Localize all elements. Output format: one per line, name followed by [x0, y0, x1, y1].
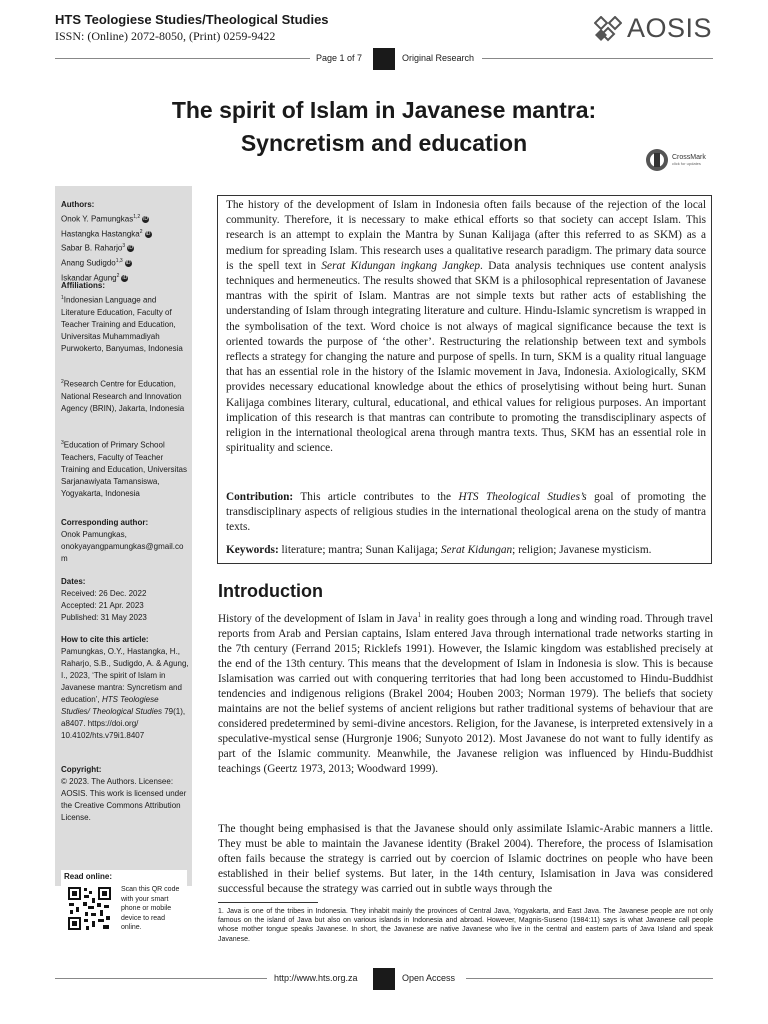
date-published: Published: 31 May 2023 — [61, 613, 147, 622]
affiliation-3: $^3$Education of Primary School Teachers, Faculty of Teacher Training and Education, Universitas Sarjanawiyata Tamansiswa, Yogyakarta, Indonesia — [61, 440, 187, 498]
affiliation-1: $^1$Indonesian Language and Literature Education, Faculty of Teacher Training and Education, Universitas Muhammadiyah Purwokerto, Banyumas, Indonesia — [61, 295, 183, 353]
orcid-icon[interactable]: iD — [145, 230, 151, 237]
authors-block — [61, 199, 189, 284]
aosis-logo-icon — [594, 16, 622, 42]
introduction-heading: Introduction — [218, 581, 323, 601]
authors-heading: Authors: — [61, 200, 95, 209]
open-access-label: Open Access — [402, 973, 456, 983]
corresponding-name: Onok Pamungkas, — [61, 530, 127, 539]
author-item: Hastangka Hastangka$^2$ iD — [61, 228, 151, 239]
author-item: Anang Sudigdo$^{1,3}$ iD — [61, 257, 131, 268]
article-type: Original Research — [402, 53, 475, 63]
keywords-text: Keywords: literature; mantra; Sunan Kalijaga; Serat Kidungan; religion; Javanese mysticism. — [226, 544, 652, 556]
affiliations-heading: Affiliations: — [61, 281, 105, 290]
page-info-bar — [0, 48, 768, 70]
footer-block — [373, 968, 395, 990]
journal-url-link[interactable]: http://www.hts.org.za — [274, 973, 358, 983]
qr-code-icon[interactable] — [67, 886, 112, 931]
cite-block — [61, 634, 189, 742]
abstract-text: The history of the development of Islam in Indonesia often fails because of the rejection of the local community. Therefore, it is necessary to make ethical efforts so that society can accept Islam. This research is an attempt to explain the Mantra by Sunan Kalijaga (after this referred to as SKM) as a medium for spreading Islam. This research uses a qualitative research paradigm. The primary data source is the spell text in Serat Kidungan ingkang Jangkep. Data analysis techniques use content analysis techniques and hermeneutics. The results showed that SKM is a philosophical representation of Javanese mantras with the spirit of Islam. Mantras are not simple texts but rather acts of establishing the understanding of Islam through integrating literature and culture. Hindu-Islamic syncretism is wrapped in the symbolisation of the text. Word choice is not always of magical significance because the text is oriented towards the purpose of ‘the other’. Restructuring the relationship between text and symbols reflects a strategy for changing the nature and purpose of spells. In turn, SKM is a quality ritual language that has an essential role in the history of the Islamic movement in Java, Indonesia. Axiologically, SKM provides necessary educational knowledge about the ethics of proselytising without being hurt. Sunan Kalijaga combines literary, cultural, educational, and ethical values for religious purposes. An important implication of this research is that mantras can contribute to promoting the transdisciplinary aspects of religion in the international theological arena through mantra texts. Thus, SKM has an essential role in spirituality and science. — [226, 199, 706, 455]
journal-title: HTS Teologiese Studies/Theological Studies — [55, 12, 329, 27]
affiliation-2: $^2$Research Centre for Education, National Research and Innovation Agency (BRIN), Jakarta, Indonesia — [61, 379, 185, 413]
page-number: Page 1 of 7 — [316, 53, 363, 63]
orcid-icon[interactable]: iD — [122, 274, 128, 281]
crossmark-icon — [645, 148, 669, 172]
copyright-heading: Copyright: — [61, 765, 102, 774]
copyright-text: © 2023. The Authors. Licensee: AOSIS. This work is licensed under the Creative Commons Attribution License. — [61, 777, 187, 822]
dates-block — [61, 576, 189, 624]
read-online-heading: Read online: — [64, 872, 113, 881]
article-title — [100, 94, 668, 160]
author-item: Iskandar Agung$^2$ iD — [61, 272, 128, 283]
cite-text: Pamungkas, O.Y., Hastangka, H., Raharjo, S.B., Sudigdo, A. & Agung, I., 2023, ‘The spirit of Islam in Javanese mantra: Syncretism and education’, HTS Teologiese Studies/ Theological Studies 79(1), a8407. https://doi.org/ 10.4102/hts.v79i1.8407 — [61, 647, 189, 740]
orcid-icon[interactable]: iD — [143, 216, 149, 223]
article-title-line2: Syncretism and education — [240, 130, 528, 156]
date-accepted: Accepted: 21 Apr. 2023 — [61, 601, 144, 610]
cite-heading: How to cite this article: — [61, 635, 149, 644]
article-title-line1: The spirit of Islam in Javanese mantra: — [171, 97, 597, 123]
corresponding-email[interactable]: onokyayangpamungkas@gmail.com — [61, 542, 184, 563]
aosis-logo[interactable] — [594, 13, 712, 44]
author-item: Onok Y. Pamungkas$^{1,2}$ iD — [61, 214, 149, 224]
page-footer — [0, 968, 768, 990]
footnote-ref[interactable]: 1 — [417, 611, 422, 619]
body-paragraph-2: The thought being emphasised is that the Javanese should only assimilate Islamic-Arabic manners a little. They must be able to maintain the Javanese identity (Brakel 2004). Therefore, the process of Islamisation often fails because the strategy is carried out by coercion of Islamic doctrines on people who have been established in their belief systems. But later, in the 14th century, Islamisation in Java was considered successful because the strategy was carried out in subtle ways through the — [218, 823, 713, 895]
dates-heading: Dates: — [61, 577, 86, 586]
copyright-block — [61, 764, 189, 824]
crossmark-sub: click for updates — [672, 161, 701, 166]
crossmark-label: CrossMark — [672, 154, 706, 161]
body-paragraph-1: History of the development of Islam in Java$^1$ in reality goes through a long and winding road. Through travel reports from Arab and Persian captains, Islam entered Java through international trade networks starting in the 7th century (Ferrand 2015; Ricklefs 1991). However, the Islamic kingdom was established precisely at the end of the 13th century. This means that the development of Islam in Indonesia is slow. This is because Islamisation was carried out with conquering territories that had long been accustomed to Hindu-Buddhist tendencies and indigenous religions (Brakel 2004; Houben 2003; Norman 1979). The beliefs that society maintains are not the belief systems of ancient religions but rather traditional systems of behaviour that are considered predetermined by semi-divine ancestors. Religion, for the Javanese, is interpreted extensively in a speculative-mystical sense (Hurgronje 1906; Sunyoto 2012). Most Javanese do not want to fully identify as part of the Islamic community. Meanwhile, the Javanese religion was influenced by Hindu-Buddhist teachings (Geertz 1973, 2013; Woodward 1999). — [218, 611, 714, 775]
author-item: Sabar B. Raharjo$^3$ iD — [61, 243, 134, 253]
footnote-divider — [218, 902, 318, 903]
affiliations-block — [61, 280, 189, 355]
contribution-text: Contribution: This article contributes to the HTS Theological Studies’s goal of promoting the transdisciplinary aspects of religious studies in the international theological arena on the study of mantra texts. — [226, 491, 707, 534]
issn-line: ISSN: (Online) 2072-8050, (Print) 0259-9422 — [55, 29, 276, 43]
footnote-text: 1. Java is one of the tribes in Indonesia. They inhabit mainly the provinces of Central Java, Yogyakarta, and East Java. The Javanese people are not only famous on the island of Java but also on various islands in Indonesia and abroad. However, Magnis-Suseno (1984:11) says is what Javanese call people whose mother tongue speaks Javanese. In short, the Javanese are native Javanese who live in the central and eastern parts of Java Island and speak Javanese. — [218, 908, 713, 943]
orcid-icon[interactable]: iD — [128, 245, 134, 252]
read-online-text: Scan this QR code with your smart phone or mobile device to read online. — [121, 886, 180, 931]
corresponding-block — [61, 517, 189, 565]
date-received: Received: 26 Dec. 2022 — [61, 589, 147, 598]
corresponding-heading: Corresponding author: — [61, 518, 149, 527]
aosis-logo-text: AOSIS — [627, 13, 713, 43]
page-bar-block — [373, 48, 395, 70]
read-online-box — [61, 870, 187, 940]
crossmark-badge[interactable] — [645, 148, 706, 172]
orcid-icon[interactable]: iD — [125, 260, 131, 267]
